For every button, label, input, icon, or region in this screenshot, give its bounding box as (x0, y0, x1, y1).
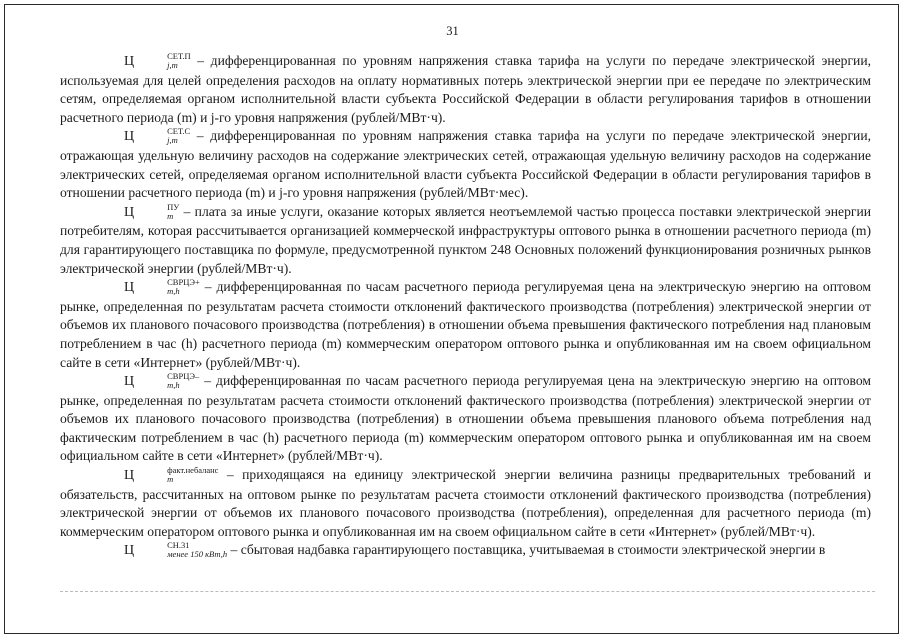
symbol-subscript: m,h (167, 285, 180, 296)
page-cut-line (60, 591, 875, 592)
definition-paragraph (60, 278, 871, 372)
symbol-superscript: факт.небаланс (167, 464, 219, 475)
formula-symbol (92, 370, 200, 392)
symbol-subscript: m (167, 473, 174, 484)
symbol-superscript: СВРЦЭ+ (167, 276, 200, 287)
symbol-base: Ц (124, 468, 135, 484)
symbol-base: Ц (124, 543, 135, 559)
symbol-superscript: СВРЦЭ– (167, 370, 200, 381)
symbol-base: Ц (124, 129, 135, 145)
page-number: 31 (446, 24, 459, 38)
definition-paragraph (60, 52, 871, 127)
definition-text: – сбытовая надбавка гарантирующего поставщика, учитываемая в стоимости электрической энергии в (227, 542, 826, 558)
formula-symbol (92, 50, 191, 72)
symbol-superscript: СЕТ.П (167, 50, 191, 61)
symbol-base: Ц (124, 280, 135, 296)
symbol-base: Ц (124, 374, 135, 390)
symbol-subscript: j,m (167, 135, 178, 146)
definition-paragraph (60, 127, 871, 202)
symbol-superscript: ПУ (167, 201, 180, 212)
document-body (60, 52, 871, 561)
formula-symbol (92, 464, 219, 486)
definition-text: – дифференцированная по уровням напряжения ставка тарифа на услуги по передаче электрической энергии, отражающая удельную величину расходов на содержание электрических сетей, отражающая удельную величину расходов на содержание электрических сетей, определяемая органом исполнительной власти субъекта Российской Федерации в области регулирования тарифов в отношении расчетного периода (m) и j-го уровня напряжения (рублей/МВт·мес). (60, 128, 871, 201)
formula-symbol (92, 542, 227, 561)
formula-symbol (92, 128, 190, 147)
symbol-subscript: m,h (167, 379, 180, 390)
symbol-subscript: j,m (167, 59, 178, 70)
definition-paragraph (60, 541, 871, 561)
symbol-superscript: СЕТ.С (167, 126, 191, 137)
symbol-superscript: СН.31 (167, 540, 190, 551)
definition-text: – дифференцированная по уровням напряжения ставка тарифа на услуги по передаче электрической энергии, используемая для целей определения расходов на оплату нормативных потерь электрической энергии при ее передаче по электрическим сетям, определяемая органом исполнительной власти субъекта Российской Федерации в области регулирования тарифов в отношении расчетного периода (m) и j-го уровня напряжения (рублей/МВт·ч). (60, 53, 871, 125)
symbol-subscript: менее 150 кВт,h (167, 549, 228, 560)
symbol-base: Ц (124, 54, 135, 69)
symbol-subscript: m (167, 210, 174, 221)
formula-symbol (92, 201, 180, 223)
definition-text: – дифференцированная по часам расчетного периода регулируемая цена на электрическую энергию на оптовом рынке, определенная по результатам расчета стоимости отклонений фактического производства (потребления) электрической энергии от объемов их планового почасового производства (потребления) в отношении объема превышения планового объема потребления над фактическим потреблением в час (h) расчетного периода (m) коммерческим оператором оптового рынка и опубликованная им на своем официальном сайте в сети «Интернет» (рублей/МВт·ч). (60, 373, 871, 464)
symbol-base: Ц (124, 204, 135, 220)
definition-paragraph (60, 466, 871, 541)
definition-text: – приходящаяся на единицу электрической энергии величина разницы предварительных требований и обязательств, рассчитанных на оптовом рынке по результатам расчета стоимости отклонений фактического производства (потребления) электрической энергии от объемов их планового почасового производства (потребления), определенная для расчетного периода (m) коммерческим оператором оптового рынка и опубликованная им на своем официальном сайте в сети «Интернет» (рублей/МВт·ч). (60, 467, 871, 539)
definition-text: – дифференцированная по часам расчетного периода регулируемая цена на электрическую энергию на оптовом рынке, определенная по результатам расчета стоимости отклонений фактического производства (потребления) электрической энергии от объемов их планового почасового производства (потребления) в отношении объема превышения фактического потребления над плановым потреблением в час (h) расчетного периода (m) коммерческим оператором оптового рынка и опубликованная им на своем официальном сайте в сети «Интернет» (рублей/МВт·ч). (60, 279, 871, 370)
definition-paragraph (60, 203, 871, 278)
definition-text: – плата за иные услуги, оказание которых является неотъемлемой частью процесса поставки электрической энергии потребителям, которая рассчитывается организацией коммерческой инфраструктуры оптового рынка в отношении расчетного периода (m) для гарантирующего поставщика по формуле, предусмотренной пунктом 248 Основных положений функционирования розничных рынков электрической энергии (рублей/МВт·ч). (60, 203, 871, 276)
definition-paragraph (60, 372, 871, 466)
formula-symbol (92, 276, 200, 298)
